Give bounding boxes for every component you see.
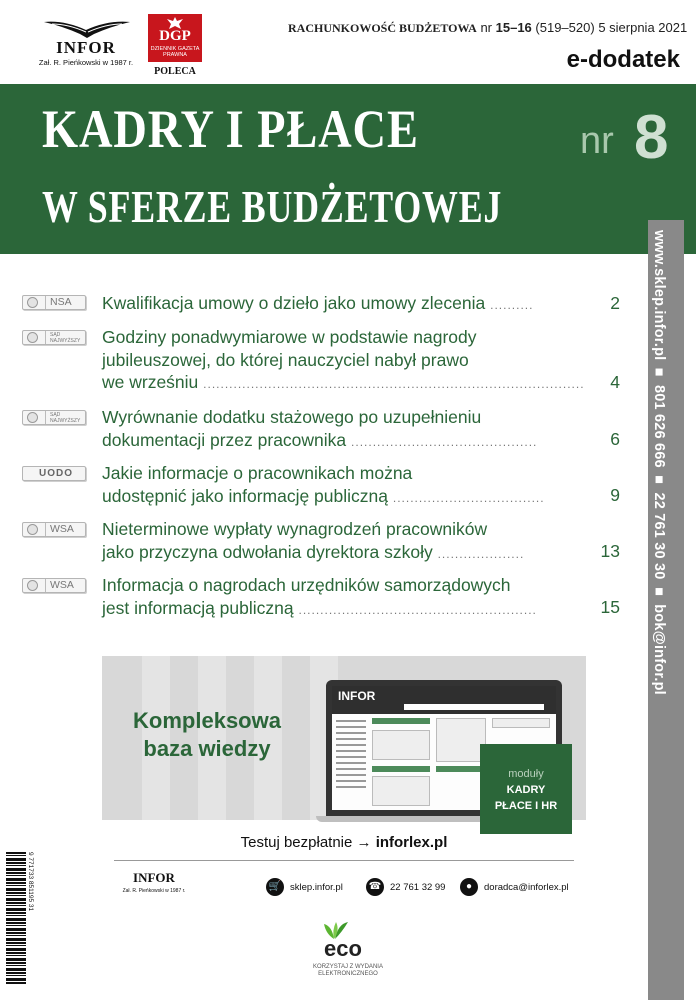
mouse-icon: ● — [460, 878, 478, 896]
contact-side-text: www.sklep.infor.pl ■ 801 626 666 ■ 22 761 30 30 ■ bok@infor.pl — [651, 230, 667, 695]
issue-number: 15–16 — [495, 20, 532, 35]
toc-item[interactable] — [22, 406, 620, 452]
toc-title-line: Kwalifikacja umowy o dzieło jako umowy zlecenia — [102, 293, 486, 313]
title-line-1: KADRY I PŁACE — [42, 99, 419, 159]
divider — [114, 860, 574, 861]
court-badge-nsa — [22, 295, 86, 310]
contact-email-text: doradca@inforlex.pl — [484, 882, 569, 893]
dgp-poleca: POLECA — [154, 66, 196, 77]
inforlex-ad[interactable] — [102, 656, 586, 908]
ad-headline-line-2: baza wiedzy — [143, 736, 271, 761]
leader-dots: ................................... — [392, 490, 545, 505]
toc-title-line: Wyrównanie dodatku stażowego po uzupełnieniu — [102, 407, 482, 427]
phone-icon: ☎ — [366, 878, 384, 896]
toc-title-line: jako przyczyna odwołania dyrektora szkoły — [102, 541, 433, 562]
court-badge-sn — [22, 330, 86, 345]
supplement-nr-number: 8 — [634, 103, 669, 172]
issue-line — [288, 20, 688, 36]
toc-page-number: 2 — [610, 293, 620, 313]
contact-side-strip — [648, 220, 684, 1000]
eco-mark — [310, 920, 386, 990]
court-badge-label: SĄD NAJWYŻSZY — [45, 411, 85, 424]
dgp-logo — [148, 14, 202, 62]
infor-bird-icon — [42, 18, 132, 40]
eagle-seal-icon — [27, 580, 38, 591]
ad-infor-logo-sub: Zał. R. Pieńkowski w 1987 r. — [122, 888, 186, 894]
modules-label: moduły — [508, 768, 544, 780]
toc-item[interactable] — [22, 326, 620, 396]
toc-title-line: jubileuszowej, do której nauczyciel nabył prawo — [102, 349, 469, 370]
modules-name-line-1: KADRY — [506, 784, 546, 796]
toc-title — [102, 326, 585, 396]
leader-dots: .......... — [490, 298, 534, 312]
infor-logo-text: INFOR — [56, 38, 116, 57]
toc-page-number: 4 — [610, 372, 620, 392]
court-badge-label: WSA — [45, 523, 74, 536]
toc-title — [102, 462, 572, 509]
contact-shop-text: sklep.infor.pl — [290, 882, 343, 893]
toc-title-line: we wrześniu — [102, 372, 199, 392]
inforlex-link[interactable]: inforlex.pl — [375, 834, 448, 851]
modules-name-line-2: PŁACE I HR — [494, 800, 558, 812]
cart-icon: 🛒 — [266, 878, 284, 896]
dgp-abbr: DGP — [159, 28, 191, 44]
eagle-seal-icon — [27, 297, 38, 308]
barcode-digits: 9 771733 851195 31 — [27, 852, 34, 912]
leader-dots: .................... — [437, 546, 525, 561]
ad-infor-logo: INFOR — [133, 870, 175, 885]
eco-word: eco — [324, 936, 362, 961]
leader-dots: ....................................................... — [298, 602, 537, 617]
barcode — [6, 852, 34, 984]
title-line-2: W SFERZE BUDŻETOWEJ — [42, 181, 503, 232]
toc-title-line: Jakie informacje o pracownikach można — [102, 463, 413, 483]
screen-logo: INFOR — [338, 689, 376, 703]
dgp-full-name: DZIENNIK GAZETA PRAWNA — [150, 46, 200, 58]
issue-date: 5 sierpnia 2021 — [598, 20, 688, 35]
toc-item[interactable] — [22, 574, 620, 620]
leader-dots: ........................................... — [351, 434, 538, 449]
authority-badge-uodo — [22, 466, 86, 481]
court-badge-label: WSA — [45, 579, 74, 592]
modules-box — [480, 744, 572, 834]
toc-title-line: udostępnić jako informację publiczną — [102, 485, 388, 506]
eagle-seal-icon — [27, 332, 38, 343]
court-badge-wsa — [22, 522, 86, 537]
toc-page-number: 9 — [610, 485, 620, 505]
leader-dots: ........................................................................................ — [203, 377, 585, 391]
ad-headline-line-1: Kompleksowa — [133, 708, 281, 733]
publication-name: RACHUNKOWOŚĆ BUDŻETOWA — [288, 21, 477, 35]
eco-caption: KORZYSTAJ Z WYDANIA ELEKTRONICZNEGO — [313, 964, 383, 977]
toc-page-number: 15 — [600, 597, 620, 617]
toc-title-line: Godziny ponadwymiarowe w podstawie nagrody — [102, 327, 477, 347]
toc-title-line: Nieterminowe wypłaty wynagrodzeń pracowników — [102, 519, 488, 539]
toc-title — [102, 518, 572, 565]
toc-title-line: Informacja o nagrodach urzędników samorządowych — [102, 575, 511, 595]
court-badge-label: SĄD NAJWYŻSZY — [45, 331, 85, 344]
issue-prefix: nr — [480, 20, 492, 35]
authority-badge-label: UODO — [39, 468, 73, 479]
supplement-nr-label: nr — [580, 120, 614, 162]
toc-item[interactable] — [22, 292, 620, 316]
toc-title — [102, 574, 572, 621]
court-badge-label: NSA — [45, 296, 72, 309]
toc-title — [102, 292, 572, 317]
infor-logo-sub: Zał. R. Pieńkowski w 1987 r. — [38, 58, 134, 67]
issue-serial: (519–520) — [535, 20, 595, 35]
eagle-seal-icon — [27, 412, 38, 423]
infor-logo — [36, 18, 136, 68]
court-badge-wsa — [22, 578, 86, 593]
toc-title — [102, 406, 572, 453]
court-badge-sn — [22, 410, 86, 425]
toc-item[interactable] — [22, 518, 620, 564]
free-trial-text: Testuj bezpłatnie → — [240, 834, 372, 851]
free-trial-line — [102, 834, 586, 851]
contact-phone-text: 22 761 32 99 — [390, 882, 446, 893]
eagle-seal-icon — [27, 524, 38, 535]
toc-item[interactable] — [22, 462, 620, 508]
supplement-label: e-dodatek — [566, 46, 680, 73]
masthead — [0, 0, 696, 84]
toc-page-number: 13 — [600, 541, 620, 561]
barcode-bars — [6, 852, 26, 984]
toc-page-number: 6 — [610, 429, 620, 449]
title-banner — [0, 84, 696, 254]
toc-title-line: dokumentacji przez pracownika — [102, 429, 347, 450]
toc-title-line: jest informacją publiczną — [102, 597, 294, 618]
